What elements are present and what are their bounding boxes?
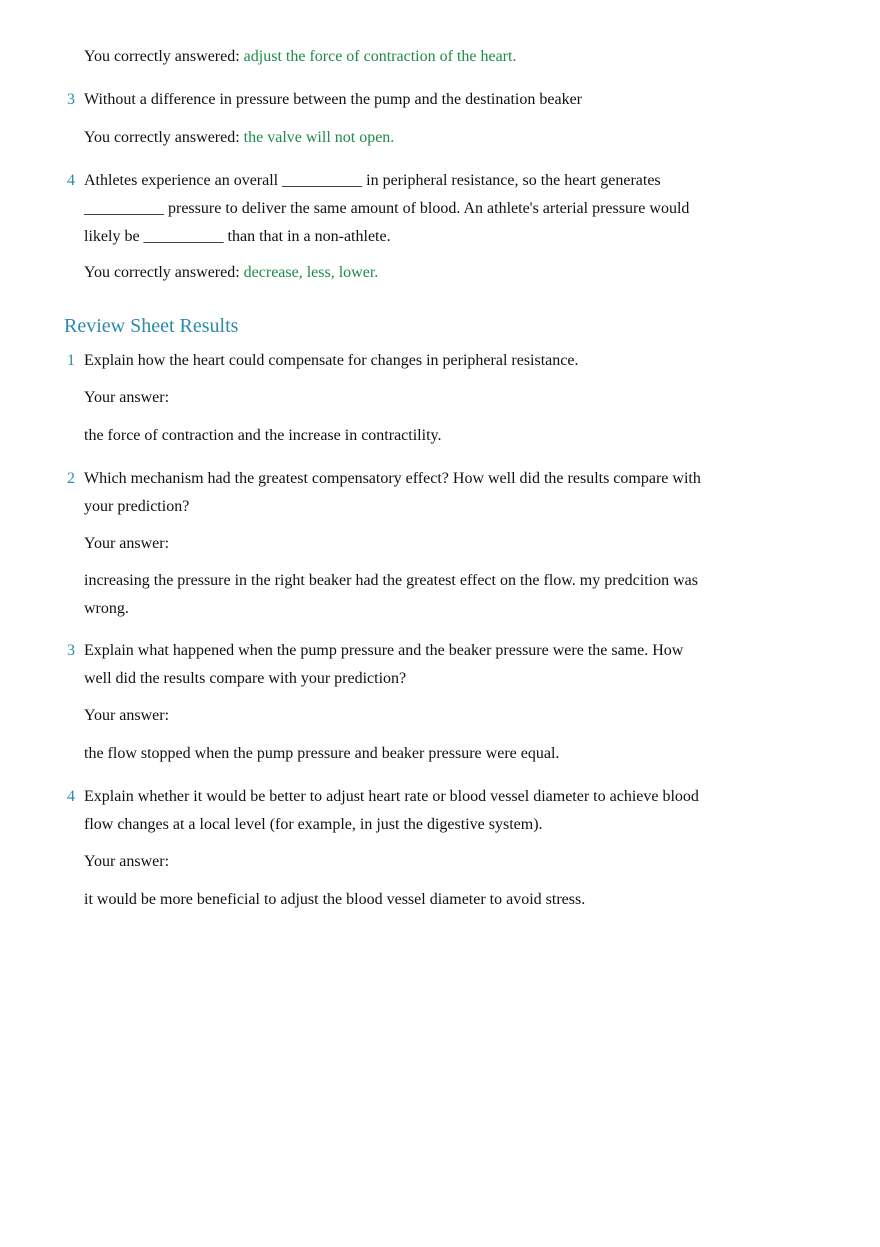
prediction-4-answer-line [84,263,378,283]
review-3-number: 3 [67,642,75,659]
review-4-your-answer-label: Your answer: [84,853,170,870]
prediction-3-answer-line [84,128,394,148]
review-2-answer: increasing the pressure in the right beaker had the greatest effect on the flow. my predcition was wrong. [84,572,698,617]
review-4-question: Explain whether it would be better to adjust heart rate or blood vessel diameter to achieve blood flow changes at a local level (for example, in just the digestive system). [84,788,699,833]
review-3-answer: the flow stopped when the pump pressure and beaker pressure were equal. [84,745,560,762]
review-1-number: 1 [67,352,75,369]
review-4-answer: it would be more beneficial to adjust the blood vessel diameter to avoid stress. [84,891,586,908]
review-3-question: Explain what happened when the pump pressure and the beaker pressure were the same. How well did the results compare with your prediction? [84,642,684,687]
answer-prefix: You correctly answered: [84,129,244,146]
answer-prefix: You correctly answered: [84,48,244,65]
prediction-4-question: Athletes experience an overall __________ in peripheral resistance, so the heart generates __________ pressure to deliver the same amount of blood. An athlete's arterial pressure would likely be __________ than that in a non-athlete. [84,172,690,245]
review-3-your-answer-label: Your answer: [84,707,170,724]
review-2-your-answer-label: Your answer: [84,535,170,552]
review-2-question: Which mechanism had the greatest compensatory effect? How well did the results compare with your prediction? [84,470,701,515]
review-1-question: Explain how the heart could compensate for changes in peripheral resistance. [84,352,579,369]
review-1-answer: the force of contraction and the increase in contractility. [84,427,442,444]
review-1-your-answer-label: Your answer: [84,389,170,406]
prediction-3-number: 3 [67,91,75,108]
correct-answer: adjust the force of contraction of the heart. [243,48,517,65]
review-2-number: 2 [67,470,75,487]
answer-prefix: You correctly answered: [84,264,244,281]
prediction-4-number: 4 [67,172,75,189]
review-sheet-title: Review Sheet Results [64,315,239,337]
prediction-3-question: Without a difference in pressure between the pump and the destination beaker [84,91,582,108]
correct-answer: decrease, less, lower. [243,264,379,281]
prediction-2-answer-line [84,47,516,67]
correct-answer: the valve will not open. [243,129,395,146]
review-4-number: 4 [67,788,75,805]
